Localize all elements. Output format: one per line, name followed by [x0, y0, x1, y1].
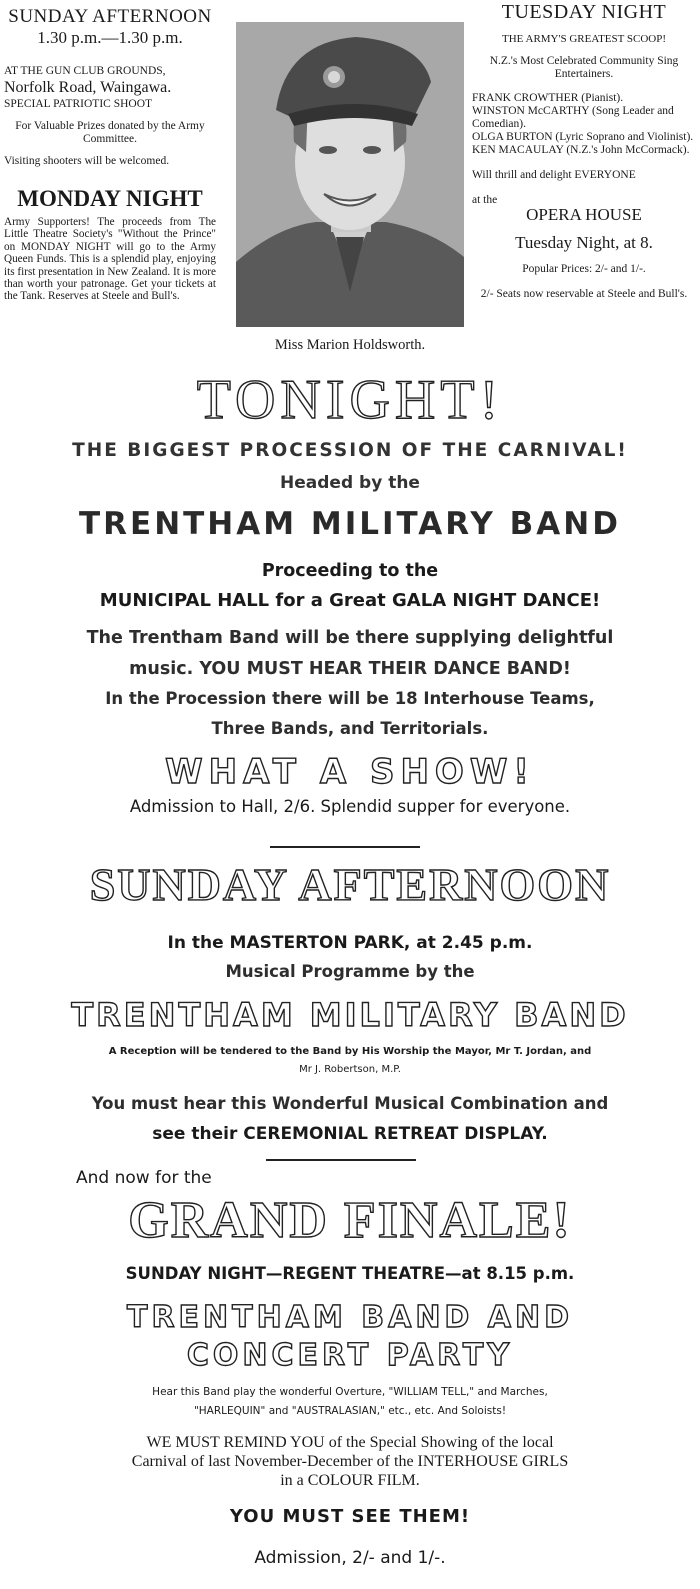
sunday-afternoon-main-heading: SUNDAY AFTERNOON [89, 859, 611, 910]
tonight-line-6: music. YOU MUST HEAR THEIR DANCE BAND! [129, 659, 571, 679]
performer-4: KEN MACAULAY (N.Z.'s John McCormack). [472, 144, 690, 156]
visitors-text: Visiting shooters will be welcomed. [4, 155, 170, 167]
tonight-line-7: In the Procession there will be 18 Interhouse Teams, [105, 689, 595, 708]
opera-house: OPERA HOUSE [526, 205, 642, 224]
sunday-line-1: In the MASTERTON PARK, at 2.45 p.m. [167, 933, 533, 953]
trentham-band-2: TRENTHAM MILITARY BAND [71, 996, 629, 1034]
overture-line-1: Hear this Band play the wonderful Overture, "WILLIAM TELL," and Marches, [152, 1386, 548, 1398]
overture-line-2: "HARLEQUIN" and "AUSTRALASIAN," etc., etc. And Soloists! [193, 1405, 507, 1417]
you-must-see-them: YOU MUST SEE THEM! [229, 1506, 471, 1527]
grand-finale-heading: GRAND FINALE! [128, 1192, 572, 1249]
concert-party: CONCERT PARTY [186, 1338, 514, 1373]
remind-line-2: Carnival of last November-December of the INTERHOUSE GIRLS [131, 1453, 569, 1470]
prizes-text: For Valuable Prizes donated by the Army Committee. [15, 120, 205, 145]
reception-line-2: Mr J. Robertson, M.P. [299, 1064, 401, 1075]
sunday-line-2: Musical Programme by the [225, 962, 475, 981]
tuesday-time: Tuesday Night, at 8. [515, 233, 653, 252]
monday-night-heading: MONDAY NIGHT [17, 186, 203, 211]
tonight-line-8: Three Bands, and Territorials. [211, 719, 489, 738]
soldier-portrait-image [236, 22, 464, 327]
thrill-text: Will thrill and delight EVERYONE [472, 169, 636, 181]
reception-line-1: A Reception will be tendered to the Band by His Worship the Mayor, Mr T. Jordan, and [108, 1046, 592, 1057]
what-a-show: WHAT A SHOW! [165, 752, 535, 792]
celebrated-entertainers: N.Z.'s Most Celebrated Community Sing Entertainers. [489, 55, 679, 80]
sunday-time: 1.30 p.m.—1.30 p.m. [37, 28, 183, 47]
finale-admission: Admission, 2/- and 1/-. [254, 1548, 446, 1568]
tonight-heading: TONIGHT! [196, 369, 504, 431]
tuesday-night-heading: TUESDAY NIGHT [501, 1, 667, 23]
trentham-band-and: TRENTHAM BAND AND [126, 1300, 574, 1335]
performer-1: FRANK CROWTHER (Pianist). [472, 92, 624, 104]
portrait-photo [236, 22, 464, 327]
greatest-scoop: THE ARMY'S GREATEST SCOOP! [501, 33, 667, 45]
sunday-line-3: You must hear this Wonderful Musical Combination and [91, 1094, 609, 1113]
remind-line-1: WE MUST REMIND YOU of the Special Showing of the local [146, 1434, 554, 1451]
tonight-line-3: Proceeding to the [261, 561, 439, 581]
finale-intro: And now for the [76, 1168, 212, 1188]
photo-caption: Miss Marion Holdsworth. [274, 337, 426, 353]
left-column [4, 6, 216, 303]
monday-night-text: Army Supporters! The proceeds from The Little Theatre Society's "Without the Prince" on MONDAY NIGHT will go to the Army Queen Funds. This is a splendid play, enjoying its first presentation in New Zealand. It is more than worth your patronage. Get your tickets at the Tank. Reserves at Steele and Bull's. [4, 216, 216, 303]
right-column [472, 0, 696, 301]
venue-line-1: AT THE GUN CLUB GROUNDS, [4, 65, 166, 77]
popular-prices: Popular Prices: 2/- and 1/-. [522, 263, 646, 275]
divider-1 [270, 846, 420, 848]
tonight-line-1: THE BIGGEST PROCESSION OF THE CARNIVAL! [72, 440, 628, 461]
venue-line-3: SPECIAL PATRIOTIC SHOOT [4, 98, 153, 110]
venue-line-2: Norfolk Road, Waingawa. [4, 79, 172, 96]
tonight-line-5: The Trentham Band will be there supplying delightful [86, 628, 614, 648]
hall-admission: Admission to Hall, 2/6. Splendid supper for everyone. [129, 797, 571, 816]
sunday-line-4: see their CEREMONIAL RETREAT DISPLAY. [152, 1124, 548, 1144]
sunday-afternoon-heading: SUNDAY AFTERNOON [8, 6, 212, 27]
divider-2 [266, 1159, 416, 1161]
tonight-line-4: MUNICIPAL HALL for a Great GALA NIGHT DANCE! [99, 590, 601, 611]
trentham-band-1: TRENTHAM MILITARY BAND [79, 506, 621, 542]
performer-2: WINSTON McCARTHY (Song Leader and Comedian). [472, 105, 674, 130]
at-the-text: at the [472, 194, 498, 206]
performer-3: OLGA BURTON (Lyric Soprano and Violinist). [472, 131, 694, 143]
tonight-line-2: Headed by the [280, 473, 420, 493]
finale-when: SUNDAY NIGHT—REGENT THEATRE—at 8.15 p.m. [125, 1264, 575, 1283]
seats-reservable: 2/- Seats now reservable at Steele and Bull's. [480, 288, 688, 300]
remind-line-3: in a COLOUR FILM. [280, 1472, 420, 1489]
